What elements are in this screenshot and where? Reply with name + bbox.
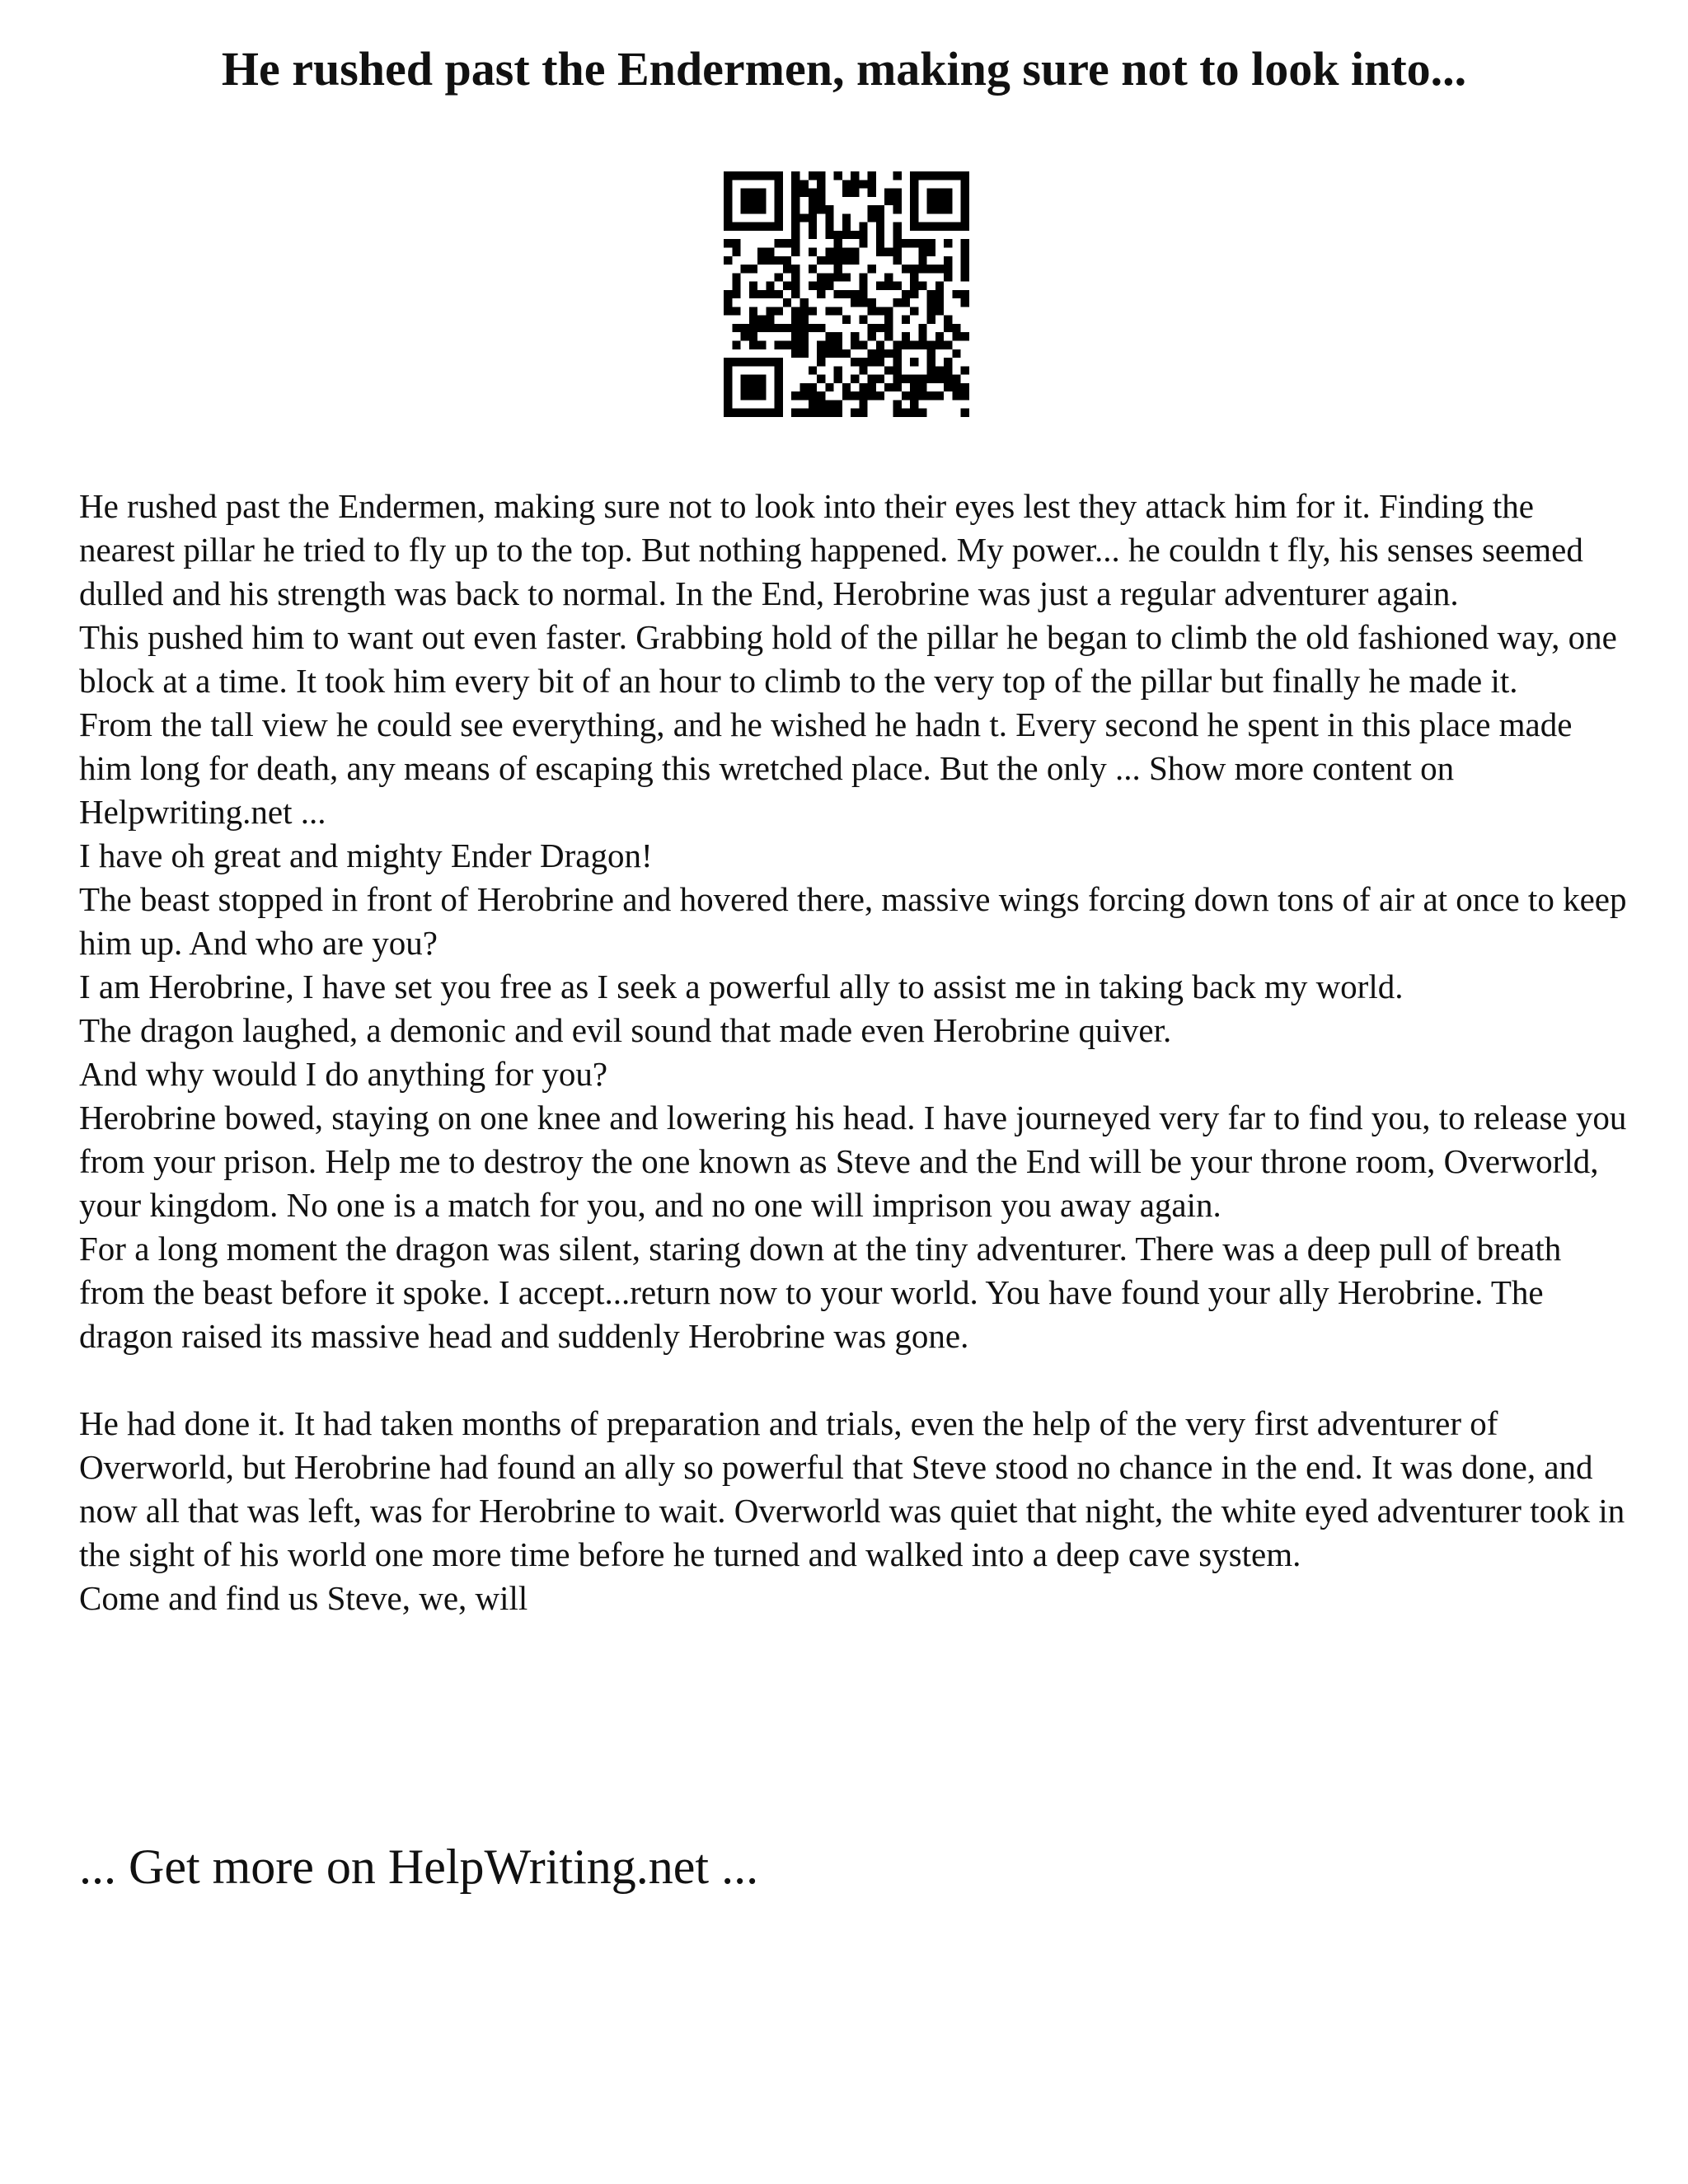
get-more-link[interactable]: ... Get more on HelpWriting.net ... [79, 1840, 759, 1894]
document-title: He rushed past the Endermen, making sure not to look into... [221, 42, 1467, 96]
paragraph: I have oh great and mighty Ender Dragon! [79, 837, 653, 874]
paragraph: And why would I do anything for you? [79, 1055, 608, 1093]
paragraph: The beast stopped in front of Herobrine and hovered there, massive wings forcing down tons of air at once to keep him up. And who are you? [79, 880, 1627, 962]
paragraph: He had done it. It had taken months of preparation and trials, even the help of the very first adventurer of Overworld, but Herobrine had found an ally so powerful that Steve stood no chance in the end. It was done, and now all that was left, was for Herobrine to wait. Overworld was quiet that night, the white eyed adventurer took in the sight of his world one more time before he turned and walked into a deep cave system. [79, 1404, 1625, 1573]
qr-code-graphic [724, 171, 969, 417]
paragraph: From the tall view he could see everything, and he wished he hadn t. Every second he spent in this place made him long for death, any means of escaping this wretched place. But the only ... Show more content on Helpwriting.net ... [79, 705, 1573, 831]
document-body [79, 485, 1629, 1620]
paragraph-spacer [79, 1358, 1629, 1402]
paragraph: He rushed past the Endermen, making sure not to look into their eyes lest they attack him for it. Finding the nearest pillar he tried to fly up to the top. But nothing happened. My power... he couldn t fly, his senses seemed dulled and his strength was back to normal. In the End, Herobrine was just a regular adventurer again. [79, 487, 1583, 612]
qr-code-icon [724, 171, 969, 417]
paragraph: Herobrine bowed, staying on one knee and lowering his head. I have journeyed very far to find you, to release you from your prison. Help me to destroy the one known as Steve and the End will be your throne room, Overworld, your kingdom. No one is a match for you, and no one will imprison you away again. [79, 1099, 1627, 1224]
paragraph: Come and find us Steve, we, will [79, 1579, 528, 1617]
paragraph: I am Herobrine, I have set you free as I seek a powerful ally to assist me in taking back my world. [79, 968, 1404, 1005]
paragraph: This pushed him to want out even faster. Grabbing hold of the pillar he began to climb the old fashioned way, one block at a time. It took him every bit of an hour to climb to the very top of the pillar but finally he made it. [79, 618, 1617, 700]
paragraph: The dragon laughed, a demonic and evil sound that made even Herobrine quiver. [79, 1011, 1172, 1049]
paragraph: For a long moment the dragon was silent, staring down at the tiny adventurer. There was a deep pull of breath from the beast before it spoke. I accept...return now to your world. You have found your ally Herobrine. The dragon raised its massive head and suddenly Herobrine was gone. [79, 1230, 1562, 1355]
